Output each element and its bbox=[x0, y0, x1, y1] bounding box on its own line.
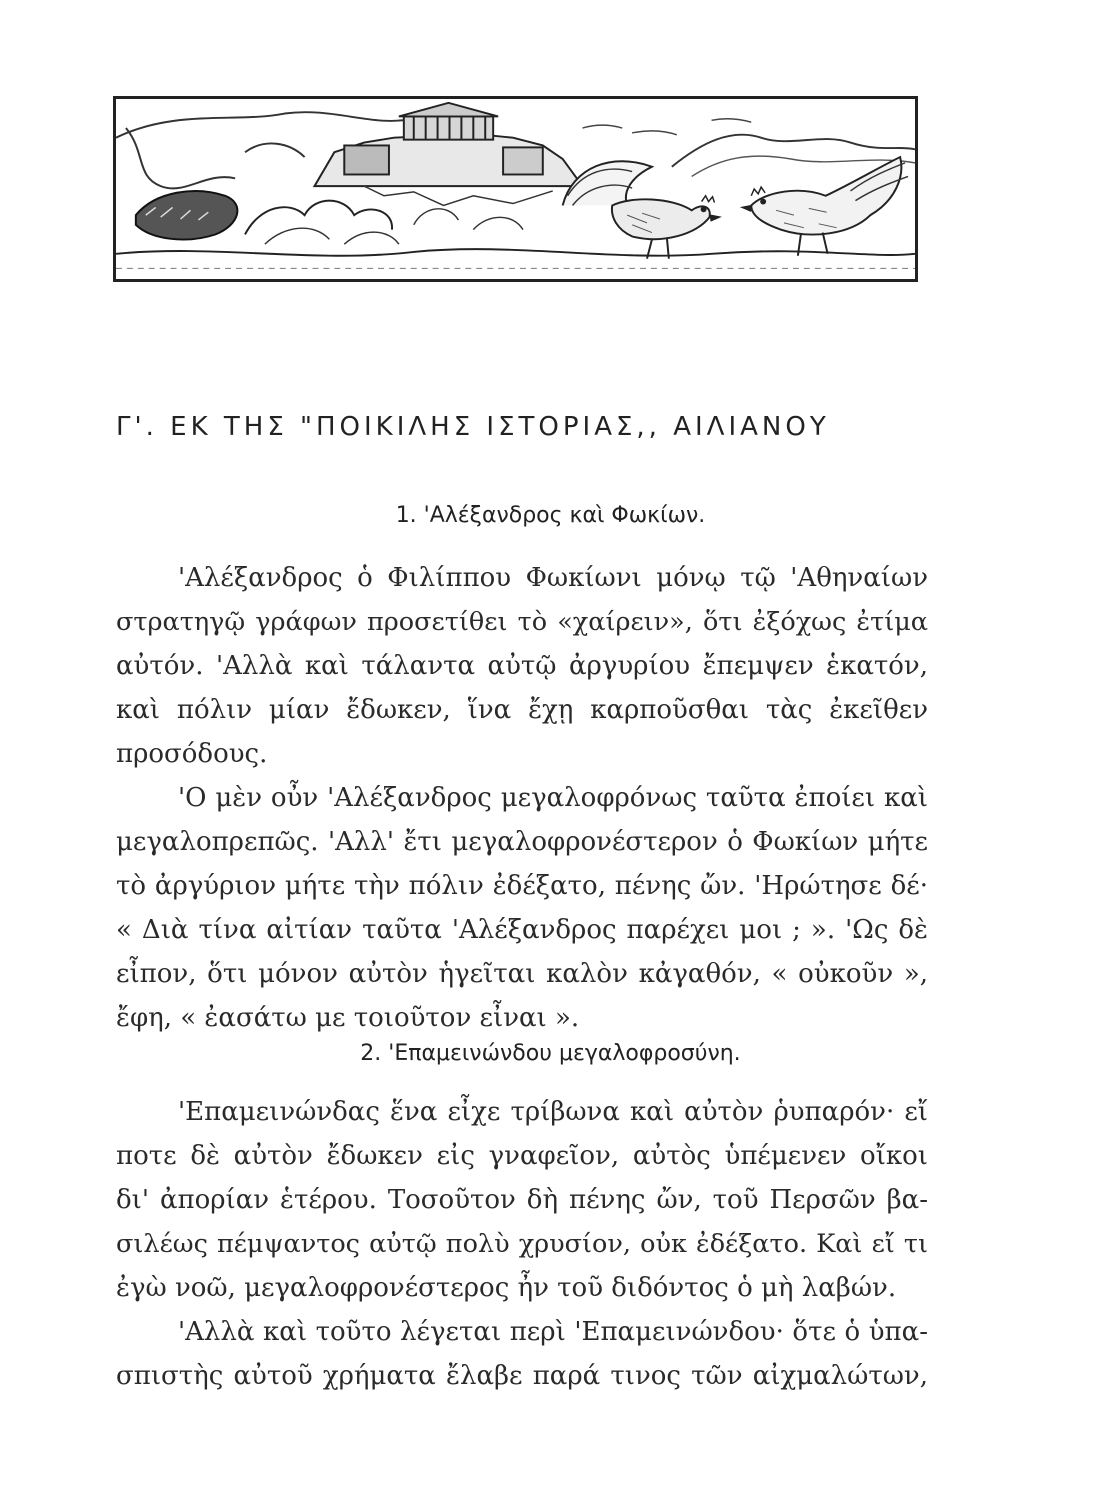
section-1-paragraph-2 bbox=[116, 776, 928, 1040]
text-line: σπιστὴς αὐτοῦ χρήματα ἔλαβε παρά τινος τῶν αἰχμαλώτων, bbox=[116, 1361, 928, 1391]
text-line: ἔφη, « ἐασάτω με τοιοῦτον εἶναι ». bbox=[116, 1003, 580, 1033]
text-line: « Διὰ τίνα αἰτίαν ταῦτα 'Αλέξανδρος παρέχει μοι ; ». 'Ως δὲ bbox=[116, 915, 928, 945]
section-2-paragraph-1 bbox=[116, 1090, 928, 1310]
section-2-paragraph-2 bbox=[116, 1310, 928, 1398]
section-1-title: 1. 'Αλέξανδρος καὶ Φωκίων. bbox=[395, 503, 706, 528]
text-line: σιλέως πέμψαντος αὐτῷ πολὺ χρυσίον, οὐκ ἐδέξατο. Καὶ εἴ τι bbox=[116, 1229, 928, 1259]
section-1-paragraph-1 bbox=[116, 556, 928, 776]
text-line: 'Επαμεινώνδας ἕνα εἶχε τρίβωνα καὶ αὐτὸν ῥυπαρόν· εἴ bbox=[178, 1097, 928, 1127]
header-vignette-illustration bbox=[113, 96, 918, 282]
text-line: στρατηγῷ γράφων προσετίθει τὸ «χαίρειν», ὅτι ἐξόχως ἐτίμα bbox=[116, 607, 928, 637]
text-line: αὐτόν. 'Αλλὰ καὶ τάλαντα αὐτῷ ἀργυρίου ἔπεμψεν ἑκατόν, bbox=[116, 651, 928, 681]
text-line: 'Αλέξανδρος ὁ Φιλίππου Φωκίωνι μόνῳ τῷ 'Αθηναίων bbox=[178, 563, 928, 593]
acropolis-fighting-cocks-illustration bbox=[116, 99, 915, 279]
chapter-title: Γ'. ΕΚ ΤΗΣ "ΠΟΙΚΙΛΗΣ ΙΣΤΟΡΙΑΣ,, ΑΙΛΙΑΝΟΥ bbox=[116, 412, 830, 442]
text-line: εἶπον, ὅτι μόνον αὐτὸν ἡγεῖται καλὸν κἀγαθόν, « οὐκοῦν », bbox=[116, 959, 928, 989]
text-line: 'Αλλὰ καὶ τοῦτο λέγεται περὶ 'Επαμεινώνδου· ὅτε ὁ ὑπα- bbox=[178, 1317, 928, 1347]
text-line: προσόδους. bbox=[116, 739, 268, 769]
section-2-title: 2. 'Επαμεινώνδου μεγαλοφροσύνη. bbox=[360, 1041, 741, 1066]
text-line: ποτε δὲ αὐτὸν ἔδωκεν εἰς γναφεῖον, αὐτὸς ὑπέμενεν οἴκοι bbox=[116, 1141, 928, 1171]
text-line: καὶ πόλιν μίαν ἔδωκεν, ἵνα ἔχῃ καρποῦσθαι τὰς ἐκεῖθεν bbox=[116, 695, 928, 725]
text-line: δι' ἀπορίαν ἑτέρου. Τοσοῦτον δὴ πένης ὤν, τοῦ Περσῶν βα- bbox=[116, 1185, 928, 1215]
text-line: 'Ο μὲν οὖν 'Αλέξανδρος μεγαλοφρόνως ταῦτα ἐποίει καὶ bbox=[178, 783, 928, 813]
text-line: μεγαλοπρεπῶς. 'Αλλ' ἔτι μεγαλοφρονέστερον ὁ Φωκίων μήτε bbox=[116, 827, 928, 857]
text-line: ἐγὼ νοῶ, μεγαλοφρονέστερος ἦν τοῦ διδόντος ὁ μὴ λαβών. bbox=[116, 1273, 897, 1303]
text-line: τὸ ἀργύριον μήτε τὴν πόλιν ἐδέξατο, πένης ὤν. 'Ηρώτησε δέ· bbox=[116, 871, 928, 901]
